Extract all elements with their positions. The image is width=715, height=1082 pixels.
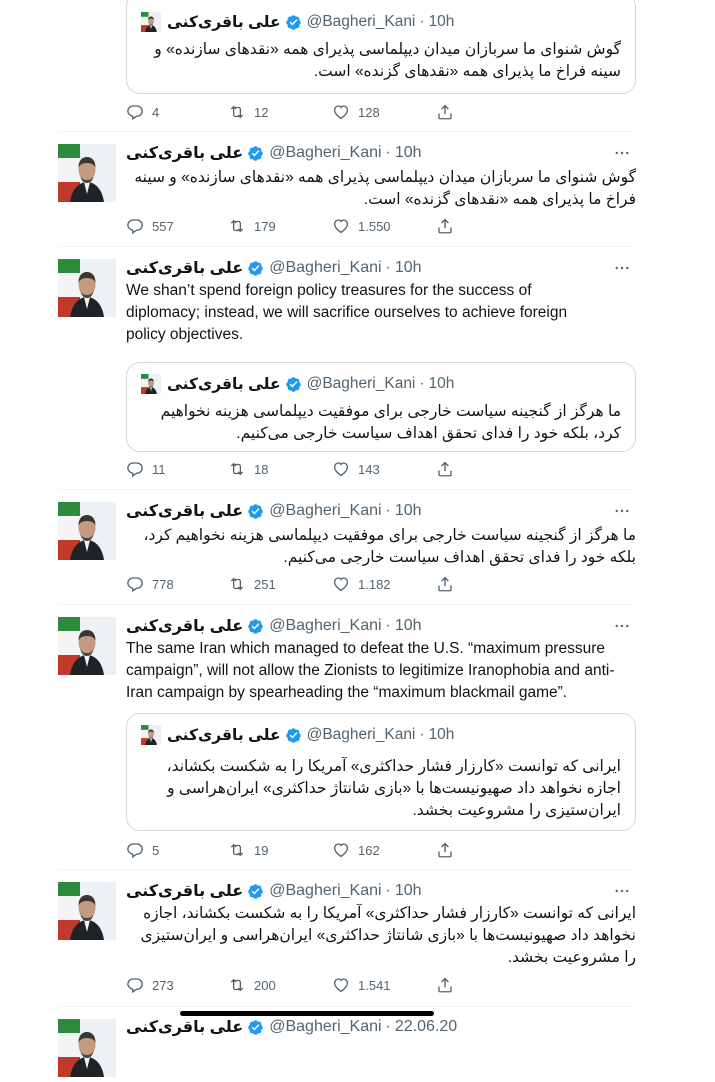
share-icon [436, 841, 454, 859]
retweet-count: 200 [254, 977, 276, 993]
tweet-actions [126, 841, 486, 861]
verified-badge-icon [285, 376, 302, 393]
tweet-header [126, 141, 422, 165]
avatar[interactable] [58, 259, 116, 317]
like-button[interactable] [332, 217, 391, 235]
share-button[interactable] [436, 575, 462, 593]
reply-button[interactable] [126, 976, 174, 994]
quoted-avatar[interactable] [141, 725, 161, 745]
separator-dot: · [419, 13, 425, 30]
quoted-tweet-text: گوش شنوای ما سربازان میدان دیپلماسی پذیرای همه «نقدهای سازنده» و سینه فراخ ما پذیرای همه «نقدهای گزنده» است. [154, 41, 621, 80]
tweet-actions [126, 460, 486, 480]
author-handle[interactable]: @Bagheri_Kani [269, 617, 382, 634]
reply-count: 5 [152, 842, 160, 858]
reply-icon [126, 841, 144, 859]
retweet-button[interactable] [228, 460, 268, 478]
reply-button[interactable] [126, 217, 174, 235]
author-name[interactable]: علی باقری‌کنی [126, 503, 244, 520]
tweet-item[interactable] [0, 0, 715, 130]
like-count: 162 [358, 842, 380, 858]
heart-icon [332, 841, 350, 859]
reply-count: 557 [152, 218, 174, 234]
heart-icon [332, 976, 350, 994]
like-button[interactable] [332, 103, 380, 121]
reply-icon [126, 575, 144, 593]
tweet-text: We shan’t spend foreign policy treasures for the success of diplomacy; instead, we will sacrifice ourselves to achieve foreign policy objectives. [126, 282, 568, 343]
verified-badge-icon [247, 618, 264, 635]
quoted-tweet-header [141, 724, 454, 746]
tweet-actions [126, 575, 486, 595]
author-name[interactable]: علی باقری‌کنی [167, 13, 281, 31]
author-name[interactable]: علی باقری‌کنی [126, 883, 244, 900]
retweet-icon [228, 103, 246, 121]
tweet-time[interactable]: 10h [394, 502, 422, 519]
quoted-tweet-card[interactable] [126, 713, 636, 831]
like-count: 1.182 [358, 576, 391, 592]
verified-badge-icon [247, 260, 264, 277]
quoted-tweet-text: ما هرگز از گنجینه سیاست خارجی برای موفقیت دیپلماسی هزینه نخواهیم کرد، بلکه خود را فدای تحقق اهداف سیاست خارجی می‌کنیم. [160, 403, 621, 442]
retweet-icon [228, 976, 246, 994]
tweet-text: ما هرگز از گنجینه سیاست خارجی برای موفقیت دیپلماسی هزینه نخواهیم کرد، بلکه خود را فدای تحقق اهداف سیاست خارجی می‌کنیم. [143, 527, 636, 566]
quoted-tweet-text: ایرانی که توانست «کارزار فشار حداکثری» آمریکا را به شکست بکشاند، اجازه نخواهد داد صهیونیست‌ها با «بازی شانتاژ حداکثری» ایران‌هراسی و ایران‌ستیزی را مشروعیت بخشد. [166, 758, 621, 819]
share-button[interactable] [436, 217, 462, 235]
heart-icon [332, 460, 350, 478]
reply-icon [126, 217, 144, 235]
share-icon [436, 103, 454, 121]
more-options-icon[interactable] [613, 617, 631, 635]
retweet-count: 19 [254, 842, 269, 858]
like-count: 1.541 [358, 977, 391, 993]
like-button[interactable] [332, 460, 380, 478]
like-button[interactable] [332, 976, 391, 994]
tweet-item[interactable] [0, 490, 715, 604]
avatar[interactable] [58, 882, 116, 940]
more-options-icon[interactable] [613, 259, 631, 277]
reply-button[interactable] [126, 460, 166, 478]
more-options-icon[interactable] [613, 502, 631, 520]
share-icon [436, 460, 454, 478]
share-button[interactable] [436, 103, 462, 121]
tweet-header [126, 879, 422, 903]
reply-count: 11 [152, 461, 166, 477]
tweet-actions [126, 976, 486, 996]
separator-dot: · [385, 882, 391, 899]
tweet-time[interactable]: 10h [394, 617, 422, 634]
author-handle[interactable]: @Bagheri_Kani [269, 144, 382, 161]
author-handle[interactable]: @Bagheri_Kani [269, 1018, 382, 1035]
avatar[interactable] [58, 1019, 116, 1077]
retweet-button[interactable] [228, 575, 276, 593]
like-button[interactable] [332, 575, 391, 593]
separator-dot: · [419, 375, 425, 392]
quoted-avatar[interactable] [141, 374, 161, 394]
tweet-item[interactable] [0, 870, 715, 1006]
author-name[interactable]: علی باقری‌کنی [126, 145, 244, 162]
reply-icon [126, 103, 144, 121]
tweet-text: The same Iran which managed to defeat the U.S. “maximum pressure campaign”, will not allow the Zionists to legitimize Iranophobia and anti-Iran campaign by spearheading the “maximum blackmail game”. [126, 640, 615, 701]
author-name[interactable]: علی باقری‌کنی [126, 1019, 244, 1036]
verified-badge-icon [247, 1019, 264, 1036]
author-handle[interactable]: @Bagheri_Kani [269, 259, 382, 276]
verified-badge-icon [285, 727, 302, 744]
retweet-button[interactable] [228, 217, 276, 235]
quoted-tweet-header [141, 373, 454, 395]
retweet-button[interactable] [228, 841, 268, 859]
heart-icon [332, 575, 350, 593]
verified-badge-icon [247, 503, 264, 520]
share-button[interactable] [436, 841, 462, 859]
share-button[interactable] [436, 460, 462, 478]
retweet-icon [228, 217, 246, 235]
tweet-time[interactable]: 10h [428, 13, 455, 30]
tweet-header [126, 256, 422, 280]
avatar[interactable] [58, 144, 116, 202]
retweet-count: 251 [254, 576, 276, 592]
verified-badge-icon [285, 14, 302, 31]
separator-dot: · [385, 1018, 391, 1035]
tweet-time[interactable]: 10h [428, 375, 455, 392]
avatar[interactable] [58, 502, 116, 560]
author-handle[interactable]: @Bagheri_Kani [269, 502, 382, 519]
retweet-button[interactable] [228, 976, 276, 994]
like-count: 143 [358, 461, 380, 477]
avatar[interactable] [58, 617, 116, 675]
retweet-count: 179 [254, 218, 276, 234]
tweet-item[interactable] [0, 605, 715, 869]
author-name[interactable]: علی باقری‌کنی [126, 260, 244, 277]
retweet-icon [228, 575, 246, 593]
retweet-count: 12 [254, 104, 269, 120]
quoted-avatar[interactable] [141, 12, 161, 32]
reply-count: 273 [152, 977, 174, 993]
more-options-icon[interactable] [613, 144, 631, 162]
separator-dot: · [385, 502, 391, 519]
quoted-tweet-card[interactable] [126, 362, 636, 452]
quoted-tweet-header [141, 11, 454, 33]
author-name[interactable]: علی باقری‌کنی [126, 618, 244, 635]
home-indicator[interactable] [180, 1011, 434, 1016]
separator-dot: · [385, 144, 391, 161]
reply-button[interactable] [126, 575, 174, 593]
reply-button[interactable] [126, 103, 159, 121]
tweet-time[interactable]: 10h [428, 726, 455, 743]
share-button[interactable] [436, 976, 462, 994]
share-icon [436, 976, 454, 994]
reply-count: 778 [152, 576, 174, 592]
heart-icon [332, 103, 350, 121]
tweet-header [126, 1015, 457, 1039]
author-handle[interactable]: @Bagheri_Kani [306, 726, 416, 743]
separator-dot: · [385, 259, 391, 276]
reply-icon [126, 976, 144, 994]
retweet-button[interactable] [228, 103, 268, 121]
tweet-header [126, 614, 422, 638]
tweet-item[interactable] [0, 132, 715, 246]
verified-badge-icon [247, 883, 264, 900]
like-button[interactable] [332, 841, 380, 859]
author-handle[interactable]: @Bagheri_Kani [306, 375, 416, 392]
tweet-time[interactable]: 10h [394, 882, 422, 899]
tweet-actions [126, 103, 486, 123]
separator-dot: · [385, 617, 391, 634]
tweet-text: ایرانی که توانست «کارزار فشار حداکثری» آمریکا را به شکست بکشاند، اجازه نخواهد داد صهیونیست‌ها با «بازی شانتاژ حداکثری» ایران‌هراسی و ایران‌ستیزی را مشروعیت بخشد. [140, 905, 636, 966]
share-icon [436, 575, 454, 593]
share-icon [436, 217, 454, 235]
more-options-icon[interactable] [613, 882, 631, 900]
heart-icon [332, 217, 350, 235]
tweet-item[interactable] [0, 247, 715, 489]
author-name[interactable]: علی باقری‌کنی [167, 375, 281, 393]
retweet-icon [228, 841, 246, 859]
tweet-time[interactable]: 10h [394, 144, 422, 161]
retweet-icon [228, 460, 246, 478]
reply-icon [126, 460, 144, 478]
retweet-count: 18 [254, 461, 269, 477]
like-count: 1.550 [358, 218, 391, 234]
tweet-actions [126, 217, 486, 237]
tweet-time[interactable]: 22.06.20 [394, 1018, 458, 1035]
tweet-time[interactable]: 10h [394, 259, 422, 276]
quoted-tweet-card[interactable] [126, 0, 636, 94]
reply-button[interactable] [126, 841, 159, 859]
reply-count: 4 [152, 104, 160, 120]
author-name[interactable]: علی باقری‌کنی [167, 726, 281, 744]
verified-badge-icon [247, 145, 264, 162]
tweet-text: گوش شنوای ما سربازان میدان دیپلماسی پذیرای همه «نقدهای سازنده» و سینه فراخ ما پذیرای همه «نقدهای گزنده» است. [134, 169, 636, 208]
separator-dot: · [419, 726, 425, 743]
author-handle[interactable]: @Bagheri_Kani [269, 882, 382, 899]
tweet-header [126, 499, 422, 523]
author-handle[interactable]: @Bagheri_Kani [306, 13, 416, 30]
like-count: 128 [358, 104, 380, 120]
